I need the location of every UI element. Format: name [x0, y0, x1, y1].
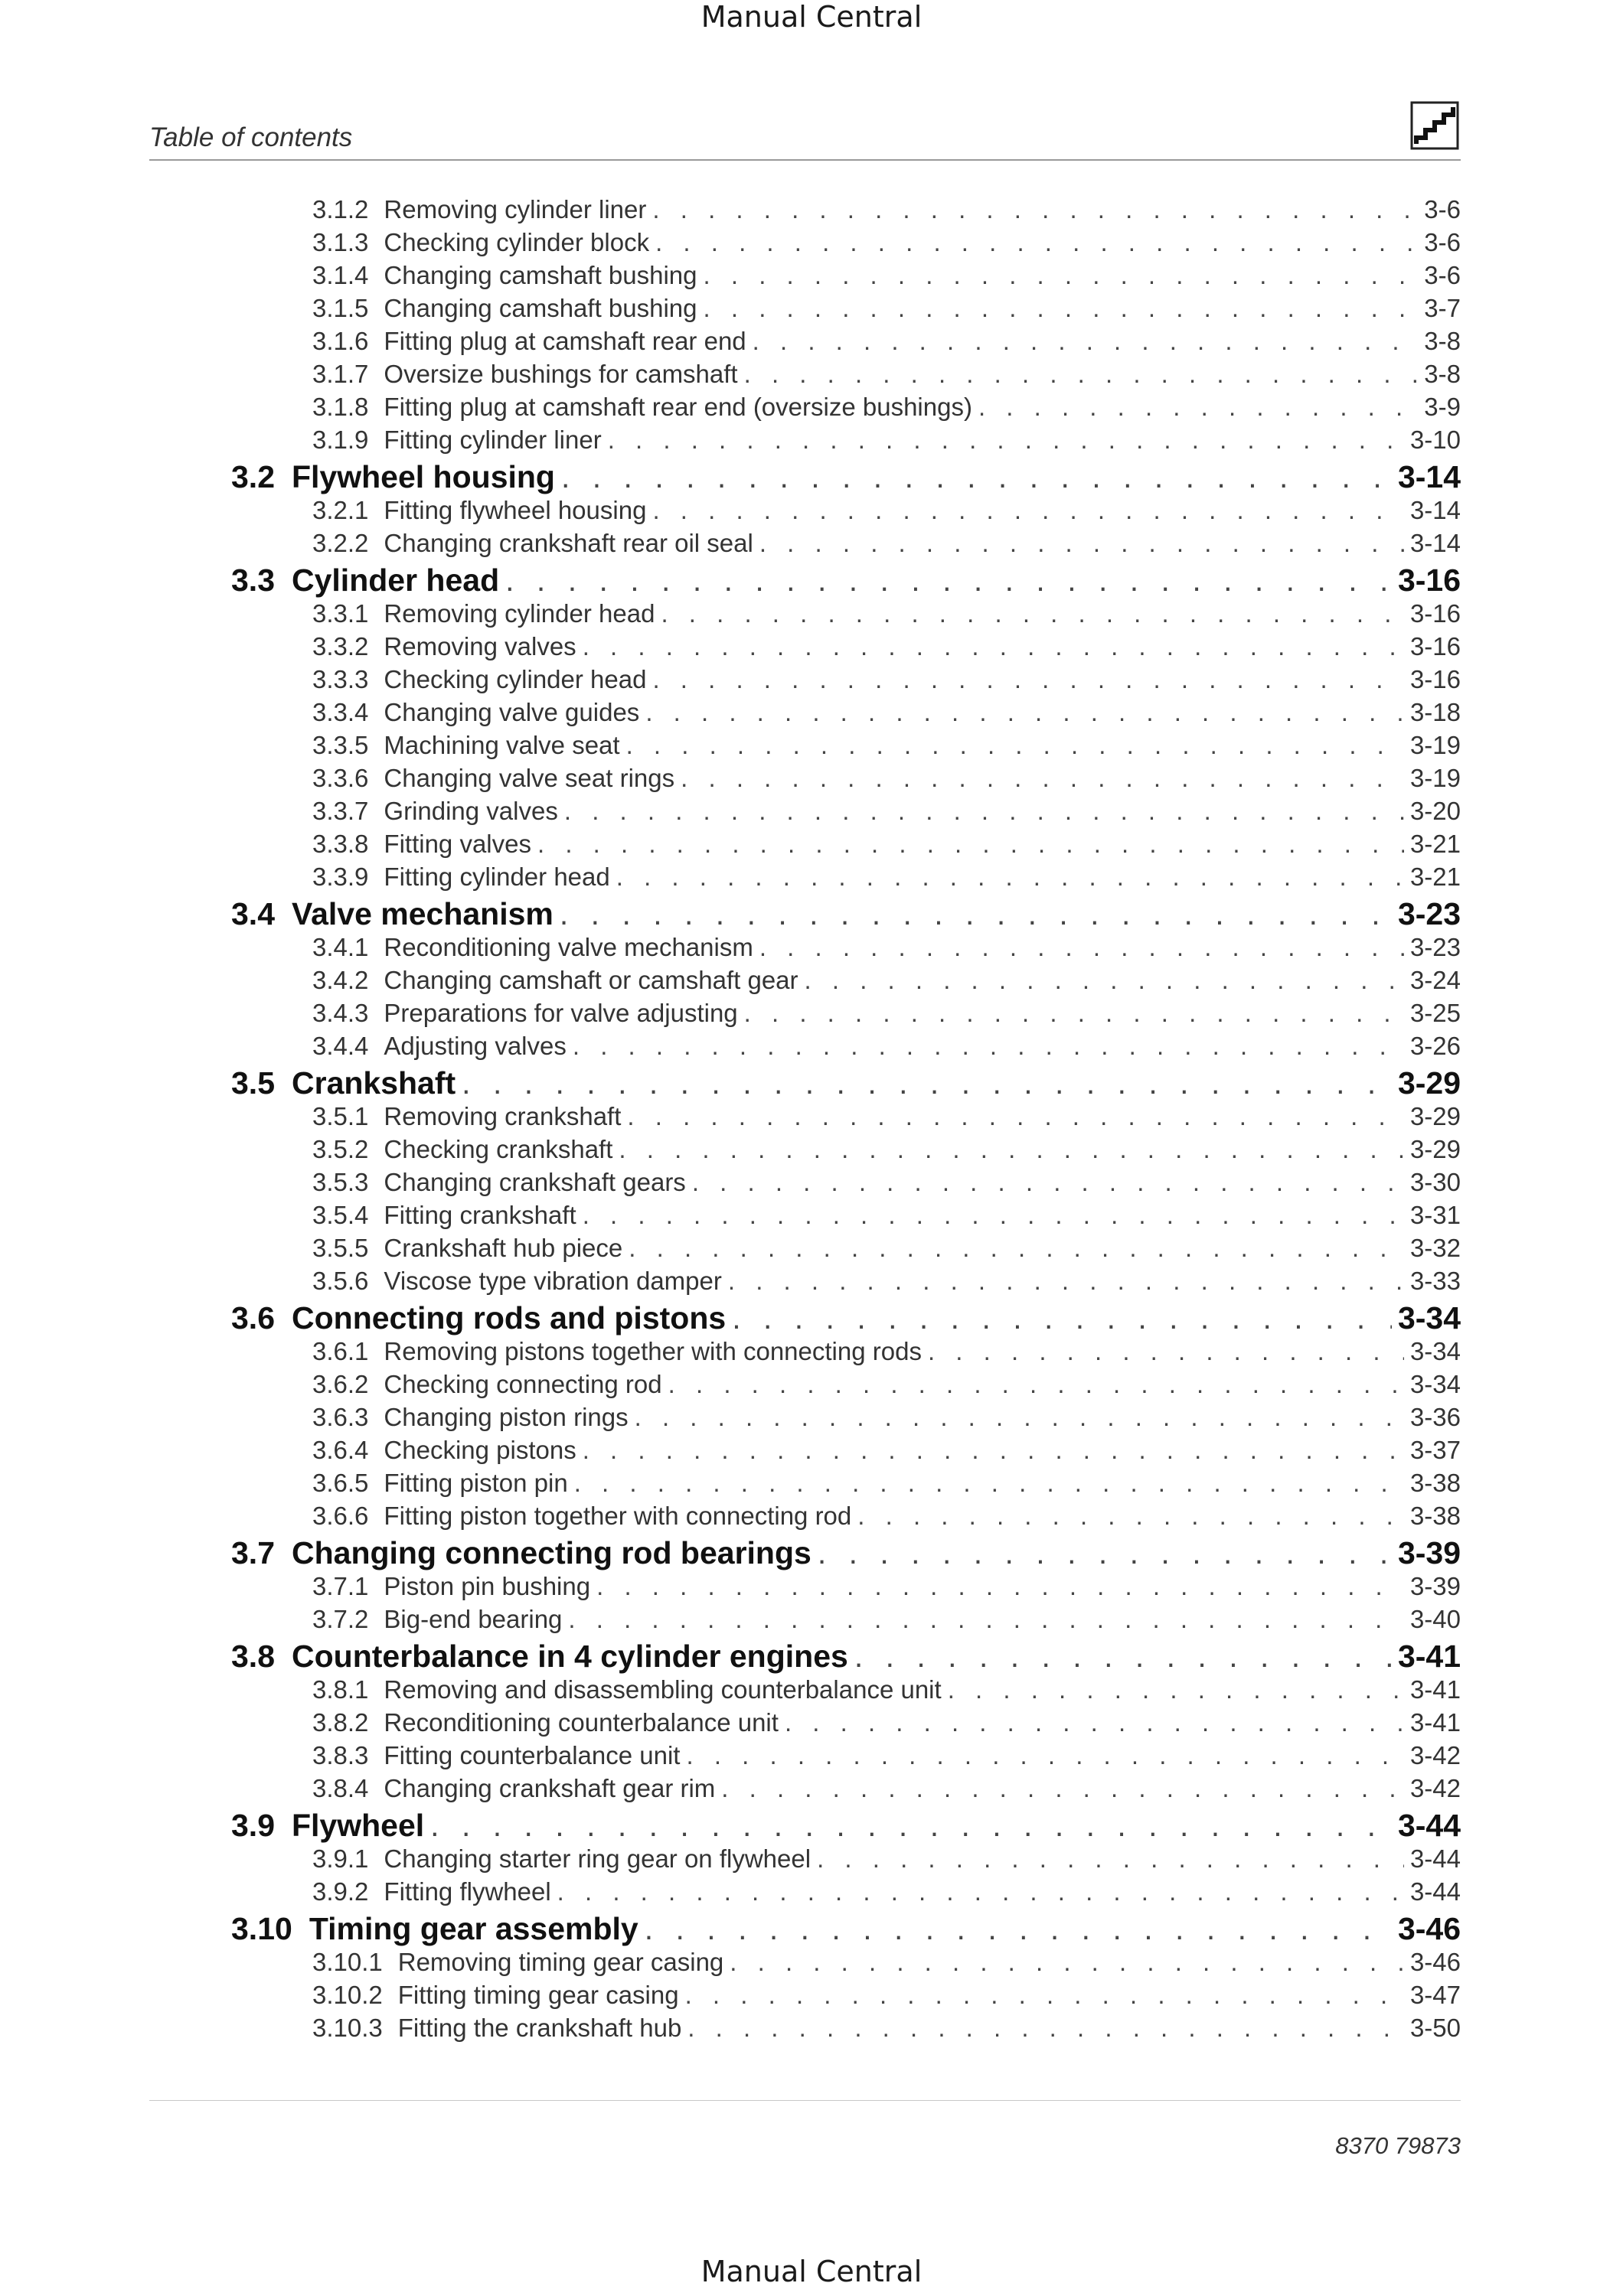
toc-entry-number: 3.5.2	[312, 1135, 369, 1163]
toc-entry-title: Fitting plug at camshaft rear end (oversize bushings)	[384, 393, 972, 421]
toc-subsection-entry[interactable]	[312, 1945, 1461, 1978]
toc-subsection-entry[interactable]	[312, 762, 1461, 794]
toc-entry-page: 3-31	[1409, 1201, 1461, 1229]
footer-divider	[149, 2100, 1461, 2101]
toc-entry-page: 3-18	[1409, 698, 1461, 726]
toc-dot-leader	[564, 794, 1404, 827]
toc-entry-page: 3-14	[1409, 529, 1461, 557]
document-number: 8370 79873	[1335, 2132, 1461, 2159]
toc-entry-page: 3-36	[1409, 1403, 1461, 1431]
toc-entry-page: 3-41	[1409, 1675, 1461, 1704]
toc-subsection-entry[interactable]	[312, 1570, 1461, 1603]
toc-entry-number: 3.4.2	[312, 966, 369, 994]
toc-entry-page: 3-6	[1424, 228, 1461, 256]
toc-dot-leader	[685, 1978, 1404, 2011]
toc-subsection-entry[interactable]	[312, 1199, 1461, 1231]
toc-entry-title: Removing pistons together with connecting rods	[384, 1337, 922, 1365]
staircase-icon	[1410, 101, 1459, 150]
toc-entry-page: 3-42	[1409, 1774, 1461, 1802]
toc-section-entry[interactable]	[231, 1064, 1461, 1102]
toc-entry-title: Removing crankshaft	[384, 1102, 622, 1130]
toc-entry-page: 3-16	[1409, 599, 1461, 628]
toc-entry-number: 3.10.3	[312, 2014, 383, 2042]
toc-dot-leader	[704, 292, 1419, 325]
toc-subsection-entry[interactable]	[312, 292, 1461, 325]
toc-entry-title: Changing crankshaft gear rim	[384, 1774, 716, 1802]
toc-entry-number: 3.8.4	[312, 1774, 369, 1802]
toc-entry-title: Timing gear assembly	[309, 1911, 638, 1946]
toc-dot-leader	[817, 1842, 1404, 1875]
toc-entry-page: 3-34	[1409, 1337, 1461, 1365]
toc-entry-page: 3-9	[1424, 393, 1461, 421]
toc-section-entry[interactable]	[231, 458, 1461, 496]
toc-entry-number: 3.2.2	[312, 529, 369, 557]
toc-dot-leader	[818, 1534, 1392, 1572]
toc-entry-number: 3.5.1	[312, 1102, 369, 1130]
toc-dot-leader	[753, 325, 1419, 357]
toc-section-entry[interactable]	[231, 1637, 1461, 1675]
toc-dot-leader	[978, 390, 1418, 423]
toc-entry-title: Changing crankshaft rear oil seal	[384, 529, 753, 557]
toc-entry-number: 3.2	[231, 459, 275, 494]
toc-entry-number: 3.3.1	[312, 599, 369, 628]
toc-entry-number: 3.3.5	[312, 731, 369, 759]
toc-entry-title: Oversize bushings for camshaft	[384, 360, 738, 388]
toc-entry-number: 3.6.2	[312, 1370, 369, 1398]
toc-dot-leader	[744, 357, 1419, 390]
toc-dot-leader	[732, 1299, 1392, 1337]
toc-entry-page: 3-29	[1397, 1065, 1461, 1101]
toc-dot-leader	[692, 1166, 1404, 1199]
toc-entry-title: Removing timing gear casing	[397, 1948, 724, 1976]
toc-dot-leader	[652, 663, 1403, 696]
toc-entry-page: 3-14	[1409, 496, 1461, 524]
toc-entry-page: 3-41	[1409, 1708, 1461, 1737]
toc-dot-leader	[652, 494, 1404, 527]
toc-entry-number: 3.3	[231, 563, 275, 598]
toc-dot-leader	[854, 1637, 1392, 1675]
toc-entry-number: 3.6	[231, 1300, 275, 1336]
toc-entry-title: Changing crankshaft gears	[384, 1168, 686, 1196]
toc-entry-title: Checking crankshaft	[384, 1135, 613, 1163]
toc-entry-number: 3.9.2	[312, 1877, 369, 1906]
toc-entry-number: 3.9	[231, 1808, 275, 1843]
toc-entry-title: Valve mechanism	[292, 896, 554, 931]
toc-entry-title: Changing camshaft bushing	[384, 261, 697, 289]
brand-watermark-top: Manual Central	[700, 0, 923, 34]
toc-entry-title: Grinding valves	[384, 797, 558, 825]
toc-entry-number: 3.5.5	[312, 1234, 369, 1262]
toc-entry-title: Checking cylinder block	[384, 228, 650, 256]
toc-subsection-entry[interactable]	[312, 259, 1461, 292]
toc-entry-title: Fitting cylinder head	[384, 863, 610, 891]
toc-entry-title: Viscose type vibration damper	[384, 1267, 722, 1295]
toc-dot-leader	[627, 1100, 1404, 1133]
brand-watermark-bottom: Manual Central	[700, 2255, 923, 2288]
toc-subsection-entry[interactable]	[312, 996, 1461, 1029]
toc-subsection-entry[interactable]	[312, 494, 1461, 527]
toc-dot-leader	[560, 895, 1392, 933]
toc-entry-number: 3.4.3	[312, 999, 369, 1027]
toc-section-entry[interactable]	[231, 561, 1461, 599]
toc-entry-title: Flywheel housing	[292, 459, 555, 494]
toc-subsection-entry[interactable]	[312, 325, 1461, 357]
toc-entry-number: 3.1.3	[312, 228, 369, 256]
toc-subsection-entry[interactable]	[312, 1029, 1461, 1062]
toc-subsection-entry[interactable]	[312, 1673, 1461, 1706]
toc-dot-leader	[573, 1029, 1404, 1062]
toc-entry-page: 3-46	[1397, 1911, 1461, 1946]
toc-entry-title: Connecting rods and pistons	[292, 1300, 727, 1336]
toc-entry-title: Big-end bearing	[384, 1605, 563, 1633]
toc-entry-page: 3-44	[1409, 1844, 1461, 1873]
toc-dot-leader	[645, 696, 1404, 729]
toc-dot-leader	[785, 1706, 1404, 1739]
toc-dot-leader	[744, 996, 1404, 1029]
toc-dot-leader	[661, 597, 1404, 630]
toc-dot-leader	[608, 423, 1404, 456]
toc-subsection-entry[interactable]	[312, 1706, 1461, 1739]
toc-entry-title: Fitting flywheel	[384, 1877, 551, 1906]
toc-subsection-entry[interactable]	[312, 1466, 1461, 1499]
toc-entry-title: Removing cylinder liner	[384, 195, 647, 223]
toc-entry-number: 3.3.8	[312, 830, 369, 858]
toc-entry-title: Fitting counterbalance unit	[384, 1741, 681, 1769]
toc-entry-title: Removing and disassembling counterbalance unit	[384, 1675, 942, 1704]
toc-dot-leader	[805, 964, 1404, 996]
toc-subsection-entry[interactable]	[312, 1772, 1461, 1805]
toc-dot-leader	[626, 729, 1404, 762]
toc-dot-leader	[928, 1335, 1404, 1368]
toc-subsection-entry[interactable]	[312, 2011, 1461, 2044]
toc-dot-leader	[668, 1368, 1404, 1401]
toc-entry-page: 3-21	[1409, 863, 1461, 891]
toc-entry-page: 3-37	[1409, 1436, 1461, 1464]
toc-entry-page: 3-47	[1409, 1981, 1461, 2009]
toc-dot-leader	[652, 193, 1418, 226]
toc-dot-leader	[759, 527, 1404, 559]
toc-entry-number: 3.1.2	[312, 195, 369, 223]
toc-entry-page: 3-39	[1397, 1535, 1461, 1570]
toc-entry-number: 3.10	[231, 1911, 292, 1946]
toc-entry-title: Adjusting valves	[384, 1032, 567, 1060]
toc-dot-leader	[462, 1064, 1392, 1102]
toc-entry-title: Removing valves	[384, 632, 576, 660]
toc-entry-page: 3-19	[1409, 764, 1461, 792]
toc-dot-leader	[857, 1499, 1404, 1532]
toc-dot-leader	[629, 1231, 1404, 1264]
toc-subsection-entry[interactable]	[312, 1264, 1461, 1297]
toc-entry-title: Fitting flywheel housing	[384, 496, 647, 524]
toc-subsection-entry[interactable]	[312, 1842, 1461, 1875]
toc-entry-title: Changing starter ring gear on flywheel	[384, 1844, 812, 1873]
toc-section-entry[interactable]	[231, 895, 1461, 933]
toc-entry-title: Checking connecting rod	[384, 1370, 662, 1398]
toc-entry-page: 3-20	[1409, 797, 1461, 825]
toc-dot-leader	[568, 1603, 1404, 1636]
toc-entry-number: 3.8.2	[312, 1708, 369, 1737]
toc-entry-page: 3-38	[1409, 1469, 1461, 1497]
toc-entry-number: 3.5.6	[312, 1267, 369, 1295]
toc-dot-leader	[686, 1739, 1403, 1772]
toc-entry-page: 3-33	[1409, 1267, 1461, 1295]
toc-entry-number: 3.3.4	[312, 698, 369, 726]
toc-entry-number: 3.3.6	[312, 764, 369, 792]
toc-entry-number: 3.5.3	[312, 1168, 369, 1196]
toc-entry-number: 3.6.6	[312, 1502, 369, 1530]
toc-entry-page: 3-8	[1424, 327, 1461, 355]
toc-entry-page: 3-50	[1409, 2014, 1461, 2042]
toc-entry-title: Preparations for valve adjusting	[384, 999, 738, 1027]
toc-entry-title: Fitting timing gear casing	[397, 1981, 679, 2009]
toc-entry-page: 3-16	[1397, 563, 1461, 598]
page-header-title: Table of contents	[149, 122, 353, 152]
toc-entry-number: 3.1.6	[312, 327, 369, 355]
toc-dot-leader	[687, 2011, 1404, 2044]
toc-entry-page: 3-44	[1397, 1808, 1461, 1843]
toc-dot-leader	[728, 1264, 1404, 1297]
header-divider	[149, 159, 1461, 161]
toc-entry-number: 3.9.1	[312, 1844, 369, 1873]
toc-entry-page: 3-8	[1424, 360, 1461, 388]
toc-entry-title: Crankshaft	[292, 1065, 456, 1101]
toc-entry-title: Flywheel	[292, 1808, 425, 1843]
toc-entry-number: 3.3.9	[312, 863, 369, 891]
toc-entry-number: 3.3.7	[312, 797, 369, 825]
toc-subsection-entry[interactable]	[312, 1978, 1461, 2011]
toc-subsection-entry[interactable]	[312, 226, 1461, 259]
toc-entry-number: 3.1.5	[312, 294, 369, 322]
toc-entry-title: Machining valve seat	[384, 731, 620, 759]
toc-subsection-entry[interactable]	[312, 1499, 1461, 1532]
toc-entry-page: 3-26	[1409, 1032, 1461, 1060]
toc-entry-page: 3-44	[1409, 1877, 1461, 1906]
toc-section-entry[interactable]	[231, 1299, 1461, 1337]
toc-entry-number: 3.10.1	[312, 1948, 383, 1976]
toc-entry-page: 3-29	[1409, 1135, 1461, 1163]
toc-dot-leader	[561, 458, 1392, 496]
toc-dot-leader	[583, 1199, 1404, 1231]
toc-entry-page: 3-29	[1409, 1102, 1461, 1130]
toc-entry-title: Fitting plug at camshaft rear end	[384, 327, 746, 355]
toc-dot-leader	[583, 1433, 1404, 1466]
toc-entry-page: 3-42	[1409, 1741, 1461, 1769]
toc-entry-page: 3-34	[1409, 1370, 1461, 1398]
toc-entry-page: 3-46	[1409, 1948, 1461, 1976]
toc-dot-leader	[759, 931, 1404, 964]
toc-subsection-entry[interactable]	[312, 1231, 1461, 1264]
toc-dot-leader	[635, 1401, 1404, 1433]
toc-subsection-entry[interactable]	[312, 597, 1461, 630]
toc-subsection-entry[interactable]	[312, 1433, 1461, 1466]
toc-entry-number: 3.5	[231, 1065, 275, 1101]
toc-entry-page: 3-19	[1409, 731, 1461, 759]
toc-entry-title: Fitting piston pin	[384, 1469, 568, 1497]
toc-dot-leader	[655, 226, 1418, 259]
toc-entry-page: 3-6	[1424, 195, 1461, 223]
toc-dot-leader	[616, 860, 1404, 893]
toc-entry-title: Changing connecting rod bearings	[292, 1535, 812, 1570]
toc-entry-page: 3-34	[1397, 1300, 1461, 1336]
toc-entry-title: Fitting the crankshaft hub	[397, 2014, 682, 2042]
toc-entry-title: Reconditioning valve mechanism	[384, 933, 753, 961]
toc-entry-page: 3-32	[1409, 1234, 1461, 1262]
toc-entry-page: 3-41	[1397, 1639, 1461, 1674]
toc-subsection-entry[interactable]	[312, 1875, 1461, 1908]
toc-entry-number: 3.8	[231, 1639, 275, 1674]
toc-dot-leader	[619, 1133, 1404, 1166]
toc-entry-title: Removing cylinder head	[384, 599, 655, 628]
toc-entry-title: Counterbalance in 4 cylinder engines	[292, 1639, 848, 1674]
toc-entry-number: 3.4	[231, 896, 275, 931]
toc-entry-number: 3.7	[231, 1535, 275, 1570]
toc-subsection-entry[interactable]	[312, 1739, 1461, 1772]
toc-subsection-entry[interactable]	[312, 1100, 1461, 1133]
toc-entry-page: 3-21	[1409, 830, 1461, 858]
toc-entry-number: 3.7.1	[312, 1572, 369, 1600]
toc-subsection-entry[interactable]	[312, 1133, 1461, 1166]
toc-entry-number: 3.6.4	[312, 1436, 369, 1464]
toc-subsection-entry[interactable]	[312, 423, 1461, 456]
toc-entry-title: Checking cylinder head	[384, 665, 647, 693]
toc-subsection-entry[interactable]	[312, 357, 1461, 390]
toc-entry-page: 3-38	[1409, 1502, 1461, 1530]
toc-entry-number: 3.2.1	[312, 496, 369, 524]
toc-subsection-entry[interactable]	[312, 729, 1461, 762]
toc-entry-page: 3-25	[1409, 999, 1461, 1027]
toc-subsection-entry[interactable]	[312, 696, 1461, 729]
toc-dot-leader	[681, 762, 1404, 794]
toc-entry-page: 3-10	[1409, 426, 1461, 454]
toc-entry-title: Changing camshaft or camshaft gear	[384, 966, 798, 994]
toc-entry-title: Changing valve seat rings	[384, 764, 675, 792]
toc-entry-page: 3-40	[1409, 1605, 1461, 1633]
toc-dot-leader	[645, 1910, 1392, 1948]
toc-entry-page: 3-6	[1424, 261, 1461, 289]
toc-entry-number: 3.3.3	[312, 665, 369, 693]
toc-entry-number: 3.7.2	[312, 1605, 369, 1633]
toc-entry-number: 3.5.4	[312, 1201, 369, 1229]
toc-section-entry[interactable]	[231, 1806, 1461, 1844]
toc-entry-page: 3-16	[1409, 665, 1461, 693]
toc-entry-page: 3-30	[1409, 1168, 1461, 1196]
toc-entry-page: 3-23	[1409, 933, 1461, 961]
toc-entry-page: 3-23	[1397, 896, 1461, 931]
toc-dot-leader	[574, 1466, 1404, 1499]
toc-entry-number: 3.1.7	[312, 360, 369, 388]
toc-subsection-entry[interactable]	[312, 1401, 1461, 1433]
toc-dot-leader	[583, 630, 1404, 663]
toc-entry-number: 3.1.8	[312, 393, 369, 421]
toc-entry-number: 3.4.1	[312, 933, 369, 961]
toc-entry-title: Piston pin bushing	[384, 1572, 591, 1600]
toc-subsection-entry[interactable]	[312, 827, 1461, 860]
toc-entry-number: 3.4.4	[312, 1032, 369, 1060]
toc-dot-leader	[721, 1772, 1404, 1805]
toc-subsection-entry[interactable]	[312, 1335, 1461, 1368]
toc-entry-title: Fitting crankshaft	[384, 1201, 576, 1229]
toc-subsection-entry[interactable]	[312, 1603, 1461, 1636]
toc-entry-title: Changing camshaft bushing	[384, 294, 697, 322]
toc-dot-leader	[596, 1570, 1404, 1603]
toc-entry-title: Reconditioning counterbalance unit	[384, 1708, 779, 1737]
toc-entry-page: 3-7	[1424, 294, 1461, 322]
toc-entry-number: 3.6.3	[312, 1403, 369, 1431]
toc-entry-title: Fitting piston together with connecting rod	[384, 1502, 852, 1530]
toc-entry-title: Changing valve guides	[384, 698, 640, 726]
toc-subsection-entry[interactable]	[312, 860, 1461, 893]
toc-entry-page: 3-39	[1409, 1572, 1461, 1600]
toc-entry-title: Crankshaft hub piece	[384, 1234, 623, 1262]
toc-entry-page: 3-16	[1409, 632, 1461, 660]
toc-entry-number: 3.3.2	[312, 632, 369, 660]
toc-entry-page: 3-24	[1409, 966, 1461, 994]
toc-entry-number: 3.6.1	[312, 1337, 369, 1365]
toc-entry-number: 3.1.4	[312, 261, 369, 289]
toc-entry-number: 3.8.3	[312, 1741, 369, 1769]
toc-dot-leader	[730, 1945, 1404, 1978]
toc-subsection-entry[interactable]	[312, 663, 1461, 696]
toc-subsection-entry[interactable]	[312, 1368, 1461, 1401]
toc-dot-leader	[704, 259, 1419, 292]
toc-subsection-entry[interactable]	[312, 964, 1461, 996]
toc-entry-title: Changing piston rings	[384, 1403, 629, 1431]
toc-entry-title: Fitting valves	[384, 830, 531, 858]
toc-entry-title: Cylinder head	[292, 563, 500, 598]
toc-section-entry[interactable]	[231, 1534, 1461, 1572]
toc-entry-number: 3.10.2	[312, 1981, 383, 2009]
toc-dot-leader	[557, 1875, 1404, 1908]
toc-subsection-entry[interactable]	[312, 390, 1461, 423]
toc-subsection-entry[interactable]	[312, 931, 1461, 964]
toc-dot-leader	[430, 1806, 1392, 1844]
toc-entry-number: 3.8.1	[312, 1675, 369, 1704]
toc-entry-title: Fitting cylinder liner	[384, 426, 602, 454]
toc-dot-leader	[537, 827, 1404, 860]
toc-dot-leader	[948, 1673, 1404, 1706]
toc-subsection-entry[interactable]	[312, 193, 1461, 226]
toc-entry-number: 3.1.9	[312, 426, 369, 454]
toc-subsection-entry[interactable]	[312, 630, 1461, 663]
toc-subsection-entry[interactable]	[312, 527, 1461, 559]
toc-subsection-entry[interactable]	[312, 794, 1461, 827]
toc-section-entry[interactable]	[231, 1910, 1461, 1948]
toc-entry-page: 3-14	[1397, 459, 1461, 494]
toc-dot-leader	[505, 561, 1392, 599]
toc-entry-number: 3.6.5	[312, 1469, 369, 1497]
toc-subsection-entry[interactable]	[312, 1166, 1461, 1199]
toc-entry-title: Checking pistons	[384, 1436, 576, 1464]
